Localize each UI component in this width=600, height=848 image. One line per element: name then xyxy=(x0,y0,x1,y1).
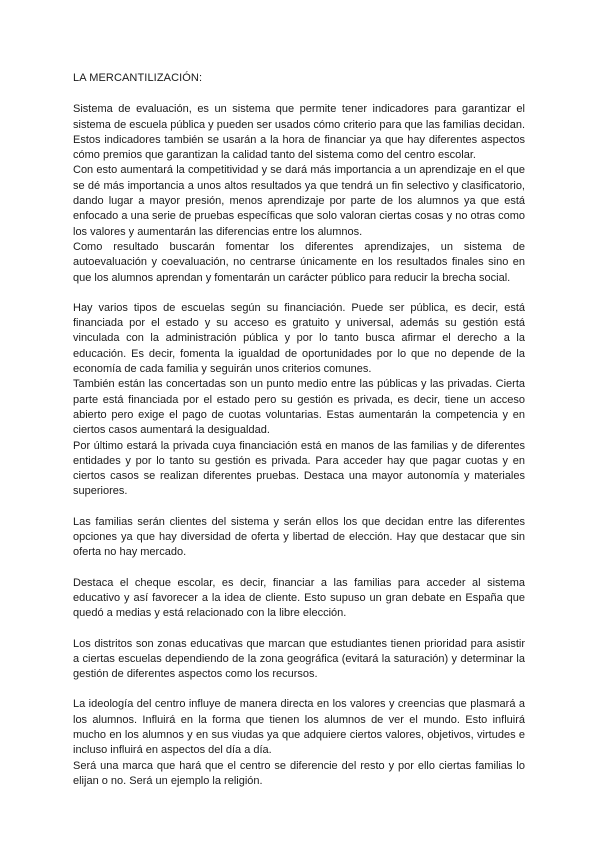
paragraph: Sistema de evaluación, es un sistema que permite tener indicadores para garantizar el sistema de escuela pública y pueden ser usados cómo criterio para que las familias decidan. Estos indicadores también se usarán a la hora de financiar ya que hay diferentes aspectos cómo premios que garantizan la calidad tanto del sistema como del centro escolar. xyxy=(73,103,525,162)
section-familias-clientes xyxy=(73,515,525,561)
paragraph: Será una marca que hará que el centro se diferencie del resto y por ello ciertas familias lo elijan o no. Será un ejemplo la religión. xyxy=(73,759,525,787)
document-title: LA MERCANTILIZACIÓN: xyxy=(73,72,203,84)
paragraph: Hay varios tipos de escuelas según su financiación. Puede ser pública, es decir, está financiada por el estado y su acceso es gratuito y universal, además su gestión está vinculada con la administración pública y por lo tanto busca afirmar el derecho a la educación. Es decir, fomenta la igualdad de oportunidades por lo que no depende de la economía de cada familia y seguirán unos criterios comunes. xyxy=(73,301,525,376)
paragraph: También están las concertadas son un punto medio entre las públicas y las privadas. Cierta parte está financiada por el estado pero su gestión es privada, es decir, tiene un acceso abierto pero exige el pago de cuotas voluntarias. Estas aumentarán la competencia y en ciertos casos aumentará la desigualdad. xyxy=(73,378,525,437)
paragraph: Destaca el cheque escolar, es decir, financiar a las familias para acceder al sistema educativo y así favorecer a la idea de cliente. Esto supuso un gran debate en España que quedó a medias y está relacionado con la libre elección. xyxy=(73,576,525,620)
paragraph: Con esto aumentará la competitividad y se dará más importancia a un aprendizaje en el que se dé más importancia a unos altos resultados ya que tendrá un fin selectivo y clasificatorio, dando lugar a mayor presión, menos aprendizaje por parte de los alumnos ya que está enfocado a una serie de pruebas específicas que solo valoran ciertas cosas y no otras como los valores y aumentarán las diferencias entre los alumnos. xyxy=(73,164,525,238)
section-cheque-escolar xyxy=(73,576,525,622)
paragraph: La ideología del centro influye de manera directa en los valores y creencias que plasmará a los alumnos. Influirá en la forma que tienen los alumnos de ver el mundo. Esto influirá mucho en los alumnos y en sus viudas ya que adquiere ciertos valores, objetivos, virtudes e incluso influirá en aspectos del día a día. xyxy=(73,698,525,757)
paragraph: Las familias serán clientes del sistema y serán ellos los que decidan entre las diferentes opciones ya que hay diversidad de oferta y libertad de elección. Hay que destacar que sin oferta no hay mercado. xyxy=(73,515,525,559)
paragraph: Por último estará la privada cuya financiación está en manos de las familias y de diferentes entidades y por lo tanto su gestión es privada. Para acceder hay que pagar cuotas y en ciertos casos se realizan diferentes pruebas. Destaca una mayor autonomía y materiales superiores. xyxy=(73,439,525,498)
section-tipos-escuelas xyxy=(73,301,525,500)
paragraph: Los distritos son zonas educativas que marcan que estudiantes tienen prioridad para asistir a ciertas escuelas dependiendo de la zona geográfica (evitará la saturación) y determinar la gestión de diferentes aspectos como los recursos. xyxy=(73,637,525,681)
document-body xyxy=(73,71,525,804)
section-distritos xyxy=(73,637,525,683)
paragraph: Como resultado buscarán fomentar los diferentes aprendizajes, un sistema de autoevaluación y coevaluación, no centrarse únicamente en los resultados finales sino en que los alumnos aprendan y fomentarán un carácter público para reducir la brecha social. xyxy=(73,240,525,284)
section-ideologia xyxy=(73,697,525,789)
section-evaluacion xyxy=(73,102,525,286)
